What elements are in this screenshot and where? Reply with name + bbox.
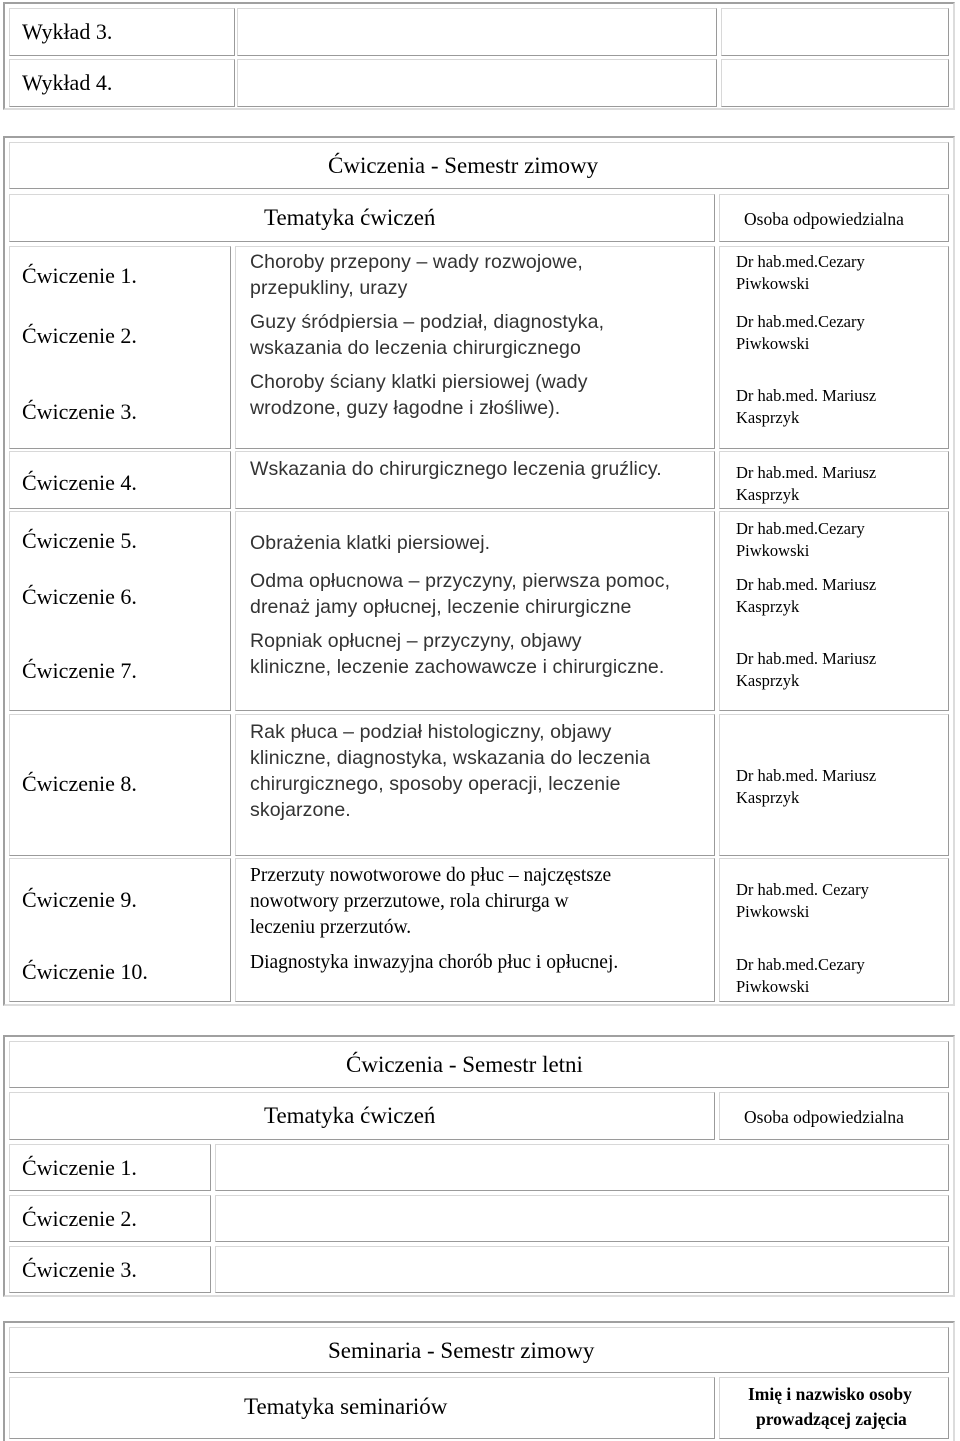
exercise-label-cell bbox=[9, 511, 231, 711]
exercise-label: Ćwiczenie 6. bbox=[22, 584, 137, 609]
responsible-person: Dr hab.med. Cezary Piwkowski bbox=[736, 880, 869, 921]
exercise-topic-cell bbox=[215, 1246, 949, 1293]
lecture-row-4-topic-cell bbox=[237, 59, 717, 107]
topic-column-header: Tematyka ćwiczeń bbox=[264, 205, 436, 230]
exercise-topic: Guzy śródpiersia – podział, diagnostyka, wskazania do leczenia chirurgicznego bbox=[250, 311, 605, 359]
topic-header-cell bbox=[9, 194, 715, 242]
exercise-topic-cell bbox=[235, 451, 715, 509]
lecture-row-3-label-cell bbox=[9, 8, 235, 56]
lecture-label: Wykład 4. bbox=[22, 70, 113, 95]
exercise-label-cell bbox=[9, 451, 231, 509]
exercise-label: Ćwiczenie 1. bbox=[22, 1155, 137, 1180]
section-title: Ćwiczenia - Semestr letni bbox=[346, 1052, 583, 1077]
exercise-topic: Diagnostyka inwazyjna chorób płuc i opłucnej. bbox=[250, 952, 619, 973]
lecture-row-4-label-cell bbox=[9, 59, 235, 107]
topic-column-header: Tematyka ćwiczeń bbox=[264, 1103, 436, 1128]
exercise-label: Ćwiczenie 10. bbox=[22, 959, 148, 984]
exercise-topic-cell bbox=[235, 246, 715, 449]
exercise-person-cell bbox=[719, 451, 949, 509]
responsible-person: Dr hab.med. Mariusz Kasprzyk bbox=[736, 766, 877, 807]
exercise-label: Ćwiczenie 5. bbox=[22, 528, 137, 553]
exercise-label-cell bbox=[9, 858, 231, 1002]
exercise-topic-cell bbox=[235, 714, 715, 856]
exercise-person-cell bbox=[719, 511, 949, 711]
summer-exercises-table bbox=[3, 1035, 955, 1297]
person-header-cell bbox=[719, 194, 949, 242]
responsible-person: Dr hab.med. Mariusz Kasprzyk bbox=[736, 649, 877, 690]
exercise-topic: Wskazania do chirurgicznego leczenia gruźlicy. bbox=[250, 458, 662, 480]
exercise-topic: Przerzuty nowotworowe do płuc – najczęstsze nowotwory przerzutowe, rola chirurga w leczeniu przerzutów. bbox=[250, 865, 612, 938]
lecture-row-3-person-cell bbox=[721, 8, 949, 56]
section-title-cell bbox=[9, 1041, 949, 1088]
person-header-cell bbox=[719, 1092, 949, 1140]
responsible-person: Dr hab.med.Cezary Piwkowski bbox=[736, 312, 865, 353]
lecture-label: Wykład 3. bbox=[22, 19, 113, 44]
exercise-person-cell bbox=[719, 858, 949, 1002]
section-title-cell bbox=[9, 1327, 949, 1373]
person-column-header-line2: prowadzącej zajęcia bbox=[756, 1409, 907, 1429]
person-column-header: Osoba odpowiedzialna bbox=[744, 1107, 904, 1127]
winter-seminars-table bbox=[3, 1321, 955, 1441]
topic-header-cell bbox=[9, 1092, 715, 1140]
exercise-label: Ćwiczenie 2. bbox=[22, 323, 137, 348]
winter-exercises-table bbox=[3, 136, 955, 1006]
exercise-topic: Rak płuca – podział histologiczny, objawy kliniczne, diagnostyka, wskazania do leczenia chirurgicznego, sposoby operacji, leczenie skojarzone. bbox=[250, 721, 651, 821]
responsible-person: Dr hab.med.Cezary Piwkowski bbox=[736, 519, 865, 560]
exercise-label-cell bbox=[9, 1246, 211, 1293]
exercise-label: Ćwiczenie 2. bbox=[22, 1206, 137, 1231]
section-title: Ćwiczenia - Semestr zimowy bbox=[328, 153, 599, 178]
exercise-label: Ćwiczenie 7. bbox=[22, 658, 137, 683]
exercise-label-cell bbox=[9, 1144, 211, 1191]
exercise-label: Ćwiczenie 9. bbox=[22, 887, 137, 912]
exercise-label: Ćwiczenie 4. bbox=[22, 470, 137, 495]
exercise-topic-cell bbox=[235, 511, 715, 711]
topic-column-header: Tematyka seminariów bbox=[244, 1394, 448, 1419]
responsible-person: Dr hab.med. Mariusz Kasprzyk bbox=[736, 575, 877, 616]
responsible-person: Dr hab.med.Cezary Piwkowski bbox=[736, 955, 865, 996]
exercise-label: Ćwiczenie 3. bbox=[22, 399, 137, 424]
exercise-label: Ćwiczenie 1. bbox=[22, 263, 137, 288]
person-column-header-line1: Imię i nazwisko osoby bbox=[748, 1384, 912, 1404]
exercise-topic: Ropniak opłucnej – przyczyny, objawy kliniczne, leczenie zachowawcze i chirurgiczne. bbox=[250, 630, 665, 678]
lecture-row-4-person-cell bbox=[721, 59, 949, 107]
exercise-topic: Choroby przepony – wady rozwojowe, przepukliny, urazy bbox=[250, 251, 583, 299]
exercise-person-cell bbox=[719, 246, 949, 449]
responsible-person: Dr hab.med.Cezary Piwkowski bbox=[736, 252, 865, 293]
responsible-person: Dr hab.med. Mariusz Kasprzyk bbox=[736, 386, 877, 427]
lecture-row-3-topic-cell bbox=[237, 8, 717, 56]
person-column-header: Osoba odpowiedzialna bbox=[744, 209, 904, 229]
exercise-label-cell bbox=[9, 1195, 211, 1242]
exercise-topic-cell bbox=[215, 1195, 949, 1242]
exercise-label: Ćwiczenie 8. bbox=[22, 771, 137, 796]
person-header-cell bbox=[719, 1377, 949, 1439]
exercise-person-cell bbox=[719, 714, 949, 856]
exercise-topic: Obrażenia klatki piersiowej. bbox=[250, 532, 491, 554]
responsible-person: Dr hab.med. Mariusz Kasprzyk bbox=[736, 463, 877, 504]
exercise-topic-cell bbox=[215, 1144, 949, 1191]
section-title-cell bbox=[9, 142, 949, 189]
exercise-label: Ćwiczenie 3. bbox=[22, 1257, 137, 1282]
section-title: Seminaria - Semestr zimowy bbox=[328, 1338, 595, 1363]
exercise-topic: Choroby ściany klatki piersiowej (wady wrodzone, guzy łagodne i złośliwe). bbox=[250, 371, 588, 419]
exercise-topic-cell bbox=[235, 858, 715, 1002]
exercise-label-cell bbox=[9, 714, 231, 856]
lectures-table bbox=[3, 2, 955, 110]
exercise-topic: Odma opłucnowa – przyczyny, pierwsza pomoc, drenaż jamy opłucnej, leczenie chirurgiczne bbox=[250, 570, 671, 618]
topic-header-cell bbox=[9, 1377, 715, 1439]
exercise-label-cell bbox=[9, 246, 231, 449]
